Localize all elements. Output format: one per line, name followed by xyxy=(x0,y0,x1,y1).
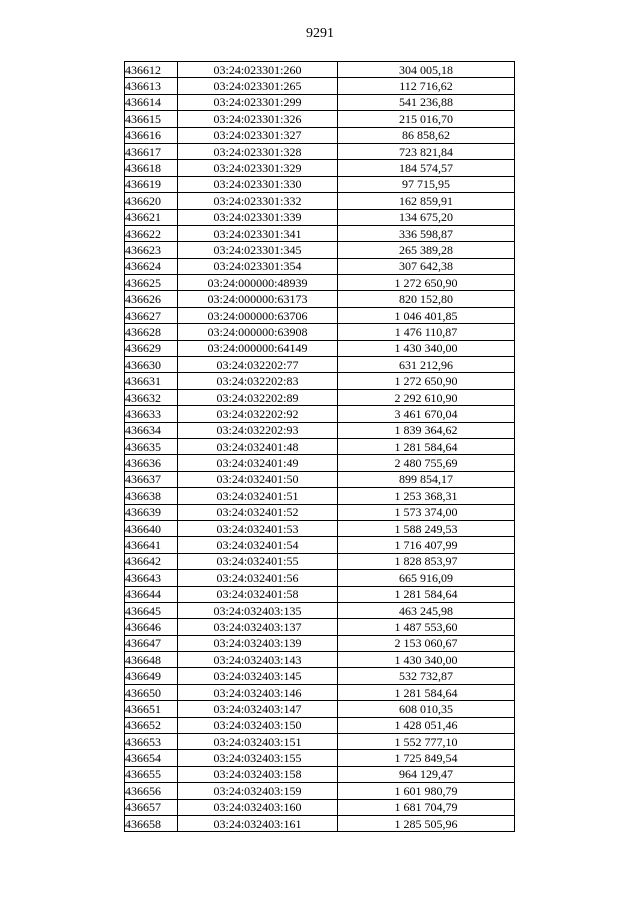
cadastral-number-cell: 03:24:032401:54 xyxy=(178,537,338,553)
record-number-cell: 436654 xyxy=(125,750,178,766)
record-number-cell: 436615 xyxy=(125,111,178,127)
cadastral-value-cell: 1 281 584,64 xyxy=(338,438,515,454)
cadastral-value-cell: 1 285 505,96 xyxy=(338,815,515,831)
record-number-cell: 436631 xyxy=(125,373,178,389)
cadastral-value-cell: 964 129,47 xyxy=(338,766,515,782)
record-number-cell: 436629 xyxy=(125,340,178,356)
record-number-cell: 436657 xyxy=(125,799,178,815)
table-row xyxy=(125,275,515,291)
cadastral-value-cell: 86 858,62 xyxy=(338,127,515,143)
table-row xyxy=(125,602,515,618)
cadastral-number-cell: 03:24:032403:151 xyxy=(178,734,338,750)
cadastral-value-cell: 1 281 584,64 xyxy=(338,684,515,700)
cadastral-value-cell: 608 010,35 xyxy=(338,701,515,717)
cadastral-value-cell: 1 428 051,46 xyxy=(338,717,515,733)
cadastral-number-cell: 03:24:032401:55 xyxy=(178,553,338,569)
table-row xyxy=(125,815,515,831)
cadastral-number-cell: 03:24:032403:146 xyxy=(178,684,338,700)
cadastral-value-cell: 307 642,38 xyxy=(338,258,515,274)
table-row xyxy=(125,160,515,176)
record-number-cell: 436637 xyxy=(125,471,178,487)
cadastral-number-cell: 03:24:023301:339 xyxy=(178,209,338,225)
cadastral-value-cell: 1 272 650,90 xyxy=(338,373,515,389)
table-row xyxy=(125,701,515,717)
cadastral-value-cell: 1 430 340,00 xyxy=(338,652,515,668)
record-number-cell: 436635 xyxy=(125,438,178,454)
table-row xyxy=(125,176,515,192)
cadastral-number-cell: 03:24:032403:159 xyxy=(178,783,338,799)
record-number-cell: 436614 xyxy=(125,94,178,110)
record-number-cell: 436628 xyxy=(125,324,178,340)
cadastral-value-cell: 1 725 849,54 xyxy=(338,750,515,766)
table-body xyxy=(125,62,515,832)
cadastral-number-cell: 03:24:032403:155 xyxy=(178,750,338,766)
record-number-cell: 436620 xyxy=(125,193,178,209)
record-number-cell: 436638 xyxy=(125,488,178,504)
cadastral-value-cell: 1 601 980,79 xyxy=(338,783,515,799)
cadastral-number-cell: 03:24:032403:161 xyxy=(178,815,338,831)
cadastral-value-cell: 1 253 368,31 xyxy=(338,488,515,504)
cadastral-number-cell: 03:24:032403:158 xyxy=(178,766,338,782)
table-row xyxy=(125,471,515,487)
cadastral-number-cell: 03:24:023301:327 xyxy=(178,127,338,143)
table-row xyxy=(125,570,515,586)
cadastral-number-cell: 03:24:000000:48939 xyxy=(178,275,338,291)
table-row xyxy=(125,799,515,815)
cadastral-number-cell: 03:24:023301:328 xyxy=(178,143,338,159)
cadastral-value-cell: 1 046 401,85 xyxy=(338,307,515,323)
table-row xyxy=(125,750,515,766)
table-row xyxy=(125,684,515,700)
record-number-cell: 436655 xyxy=(125,766,178,782)
cadastral-number-cell: 03:24:000000:63706 xyxy=(178,307,338,323)
record-number-cell: 436645 xyxy=(125,602,178,618)
table-row xyxy=(125,406,515,422)
cadastral-value-cell: 1 573 374,00 xyxy=(338,504,515,520)
record-number-cell: 436656 xyxy=(125,783,178,799)
record-number-cell: 436623 xyxy=(125,242,178,258)
cadastral-value-cell: 2 292 610,90 xyxy=(338,389,515,405)
cadastral-value-cell: 97 715,95 xyxy=(338,176,515,192)
cadastral-number-cell: 03:24:032403:139 xyxy=(178,635,338,651)
cadastral-value-cell: 1 272 650,90 xyxy=(338,275,515,291)
cadastral-value-cell: 1 281 584,64 xyxy=(338,586,515,602)
cadastral-value-cell: 665 916,09 xyxy=(338,570,515,586)
cadastral-number-cell: 03:24:023301:265 xyxy=(178,78,338,94)
record-number-cell: 436644 xyxy=(125,586,178,602)
cadastral-value-cell: 631 212,96 xyxy=(338,357,515,373)
cadastral-number-cell: 03:24:032403:147 xyxy=(178,701,338,717)
cadastral-value-cell: 899 854,17 xyxy=(338,471,515,487)
record-number-cell: 436624 xyxy=(125,258,178,274)
record-number-cell: 436653 xyxy=(125,734,178,750)
cadastral-value-cell: 1 430 340,00 xyxy=(338,340,515,356)
record-number-cell: 436617 xyxy=(125,143,178,159)
cadastral-number-cell: 03:24:032403:160 xyxy=(178,799,338,815)
cadastral-number-cell: 03:24:023301:299 xyxy=(178,94,338,110)
record-number-cell: 436640 xyxy=(125,520,178,536)
cadastral-value-cell: 820 152,80 xyxy=(338,291,515,307)
record-number-cell: 436626 xyxy=(125,291,178,307)
cadastral-number-cell: 03:24:023301:341 xyxy=(178,225,338,241)
record-number-cell: 436634 xyxy=(125,422,178,438)
table-row xyxy=(125,209,515,225)
cadastral-number-cell: 03:24:032401:52 xyxy=(178,504,338,520)
cadastral-number-cell: 03:24:032401:51 xyxy=(178,488,338,504)
table-row xyxy=(125,242,515,258)
cadastral-value-cell: 723 821,84 xyxy=(338,143,515,159)
cadastral-number-cell: 03:24:023301:330 xyxy=(178,176,338,192)
cadastral-value-cell: 1 476 110,87 xyxy=(338,324,515,340)
record-number-cell: 436641 xyxy=(125,537,178,553)
table-row xyxy=(125,422,515,438)
cadastral-number-cell: 03:24:032202:77 xyxy=(178,357,338,373)
table-row xyxy=(125,307,515,323)
record-number-cell: 436643 xyxy=(125,570,178,586)
cadastral-value-cell: 215 016,70 xyxy=(338,111,515,127)
cadastral-number-cell: 03:24:032401:49 xyxy=(178,455,338,471)
cadastral-number-cell: 03:24:023301:329 xyxy=(178,160,338,176)
cadastral-value-cell: 184 574,57 xyxy=(338,160,515,176)
table-row xyxy=(125,291,515,307)
record-number-cell: 436639 xyxy=(125,504,178,520)
table-row xyxy=(125,258,515,274)
cadastral-number-cell: 03:24:023301:260 xyxy=(178,62,338,78)
table-row xyxy=(125,668,515,684)
table-row xyxy=(125,504,515,520)
cadastral-value-cell: 336 598,87 xyxy=(338,225,515,241)
cadastral-value-cell: 541 236,88 xyxy=(338,94,515,110)
table-row xyxy=(125,143,515,159)
record-number-cell: 436650 xyxy=(125,684,178,700)
cadastral-value-cell: 1 828 853,97 xyxy=(338,553,515,569)
cadastral-number-cell: 03:24:023301:326 xyxy=(178,111,338,127)
table-row xyxy=(125,766,515,782)
cadastral-number-cell: 03:24:032403:135 xyxy=(178,602,338,618)
record-number-cell: 436633 xyxy=(125,406,178,422)
cadastral-value-cell: 265 389,28 xyxy=(338,242,515,258)
record-number-cell: 436658 xyxy=(125,815,178,831)
record-number-cell: 436616 xyxy=(125,127,178,143)
cadastral-value-cell: 1 487 553,60 xyxy=(338,619,515,635)
cadastral-number-cell: 03:24:032403:150 xyxy=(178,717,338,733)
record-number-cell: 436649 xyxy=(125,668,178,684)
cadastral-number-cell: 03:24:032202:92 xyxy=(178,406,338,422)
cadastral-number-cell: 03:24:032401:56 xyxy=(178,570,338,586)
cadastral-value-cell: 2 153 060,67 xyxy=(338,635,515,651)
cadastral-number-cell: 03:24:000000:63173 xyxy=(178,291,338,307)
cadastral-value-cell: 3 461 670,04 xyxy=(338,406,515,422)
record-number-cell: 436632 xyxy=(125,389,178,405)
table-row xyxy=(125,488,515,504)
table-row xyxy=(125,193,515,209)
table-row xyxy=(125,438,515,454)
table-row xyxy=(125,619,515,635)
record-number-cell: 436652 xyxy=(125,717,178,733)
table-row xyxy=(125,389,515,405)
page-number: 9291 xyxy=(306,26,334,41)
table-row xyxy=(125,324,515,340)
cadastral-number-cell: 03:24:032202:83 xyxy=(178,373,338,389)
table-row xyxy=(125,520,515,536)
record-number-cell: 436646 xyxy=(125,619,178,635)
cadastral-number-cell: 03:24:023301:345 xyxy=(178,242,338,258)
table-row xyxy=(125,717,515,733)
record-number-cell: 436642 xyxy=(125,553,178,569)
cadastral-number-cell: 03:24:032403:143 xyxy=(178,652,338,668)
table-row xyxy=(125,111,515,127)
record-number-cell: 436647 xyxy=(125,635,178,651)
table-row xyxy=(125,373,515,389)
cadastral-number-cell: 03:24:000000:64149 xyxy=(178,340,338,356)
table-row xyxy=(125,94,515,110)
cadastral-value-cell: 532 732,87 xyxy=(338,668,515,684)
record-number-cell: 436622 xyxy=(125,225,178,241)
table-row xyxy=(125,537,515,553)
cadastral-value-cell: 2 480 755,69 xyxy=(338,455,515,471)
cadastral-number-cell: 03:24:032403:145 xyxy=(178,668,338,684)
table-row xyxy=(125,78,515,94)
record-number-cell: 436618 xyxy=(125,160,178,176)
table-row xyxy=(125,455,515,471)
cadastral-number-cell: 03:24:023301:332 xyxy=(178,193,338,209)
table-row xyxy=(125,553,515,569)
record-number-cell: 436625 xyxy=(125,275,178,291)
cadastral-number-cell: 03:24:023301:354 xyxy=(178,258,338,274)
cadastral-value-cell: 304 005,18 xyxy=(338,62,515,78)
record-number-cell: 436627 xyxy=(125,307,178,323)
table-row xyxy=(125,62,515,78)
cadastral-value-table xyxy=(124,61,515,832)
cadastral-number-cell: 03:24:032401:50 xyxy=(178,471,338,487)
cadastral-number-cell: 03:24:032202:93 xyxy=(178,422,338,438)
cadastral-number-cell: 03:24:032401:53 xyxy=(178,520,338,536)
table-row xyxy=(125,783,515,799)
cadastral-value-cell: 112 716,62 xyxy=(338,78,515,94)
cadastral-value-cell: 1 716 407,99 xyxy=(338,537,515,553)
record-number-cell: 436630 xyxy=(125,357,178,373)
record-number-cell: 436636 xyxy=(125,455,178,471)
cadastral-value-cell: 1 839 364,62 xyxy=(338,422,515,438)
table-row xyxy=(125,734,515,750)
cadastral-number-cell: 03:24:000000:63908 xyxy=(178,324,338,340)
cadastral-value-cell: 1 552 777,10 xyxy=(338,734,515,750)
record-number-cell: 436613 xyxy=(125,78,178,94)
cadastral-number-cell: 03:24:032401:58 xyxy=(178,586,338,602)
table-row xyxy=(125,340,515,356)
cadastral-value-cell: 162 859,91 xyxy=(338,193,515,209)
table-row xyxy=(125,635,515,651)
record-number-cell: 436651 xyxy=(125,701,178,717)
record-number-cell: 436621 xyxy=(125,209,178,225)
cadastral-number-cell: 03:24:032401:48 xyxy=(178,438,338,454)
record-number-cell: 436648 xyxy=(125,652,178,668)
cadastral-value-cell: 463 245,98 xyxy=(338,602,515,618)
cadastral-value-cell: 1 588 249,53 xyxy=(338,520,515,536)
cadastral-number-cell: 03:24:032403:137 xyxy=(178,619,338,635)
cadastral-value-cell: 1 681 704,79 xyxy=(338,799,515,815)
cadastral-value-cell: 134 675,20 xyxy=(338,209,515,225)
record-number-cell: 436612 xyxy=(125,62,178,78)
cadastral-number-cell: 03:24:032202:89 xyxy=(178,389,338,405)
table-row xyxy=(125,127,515,143)
table-row xyxy=(125,225,515,241)
table-row xyxy=(125,357,515,373)
table-row xyxy=(125,652,515,668)
record-number-cell: 436619 xyxy=(125,176,178,192)
table-row xyxy=(125,586,515,602)
